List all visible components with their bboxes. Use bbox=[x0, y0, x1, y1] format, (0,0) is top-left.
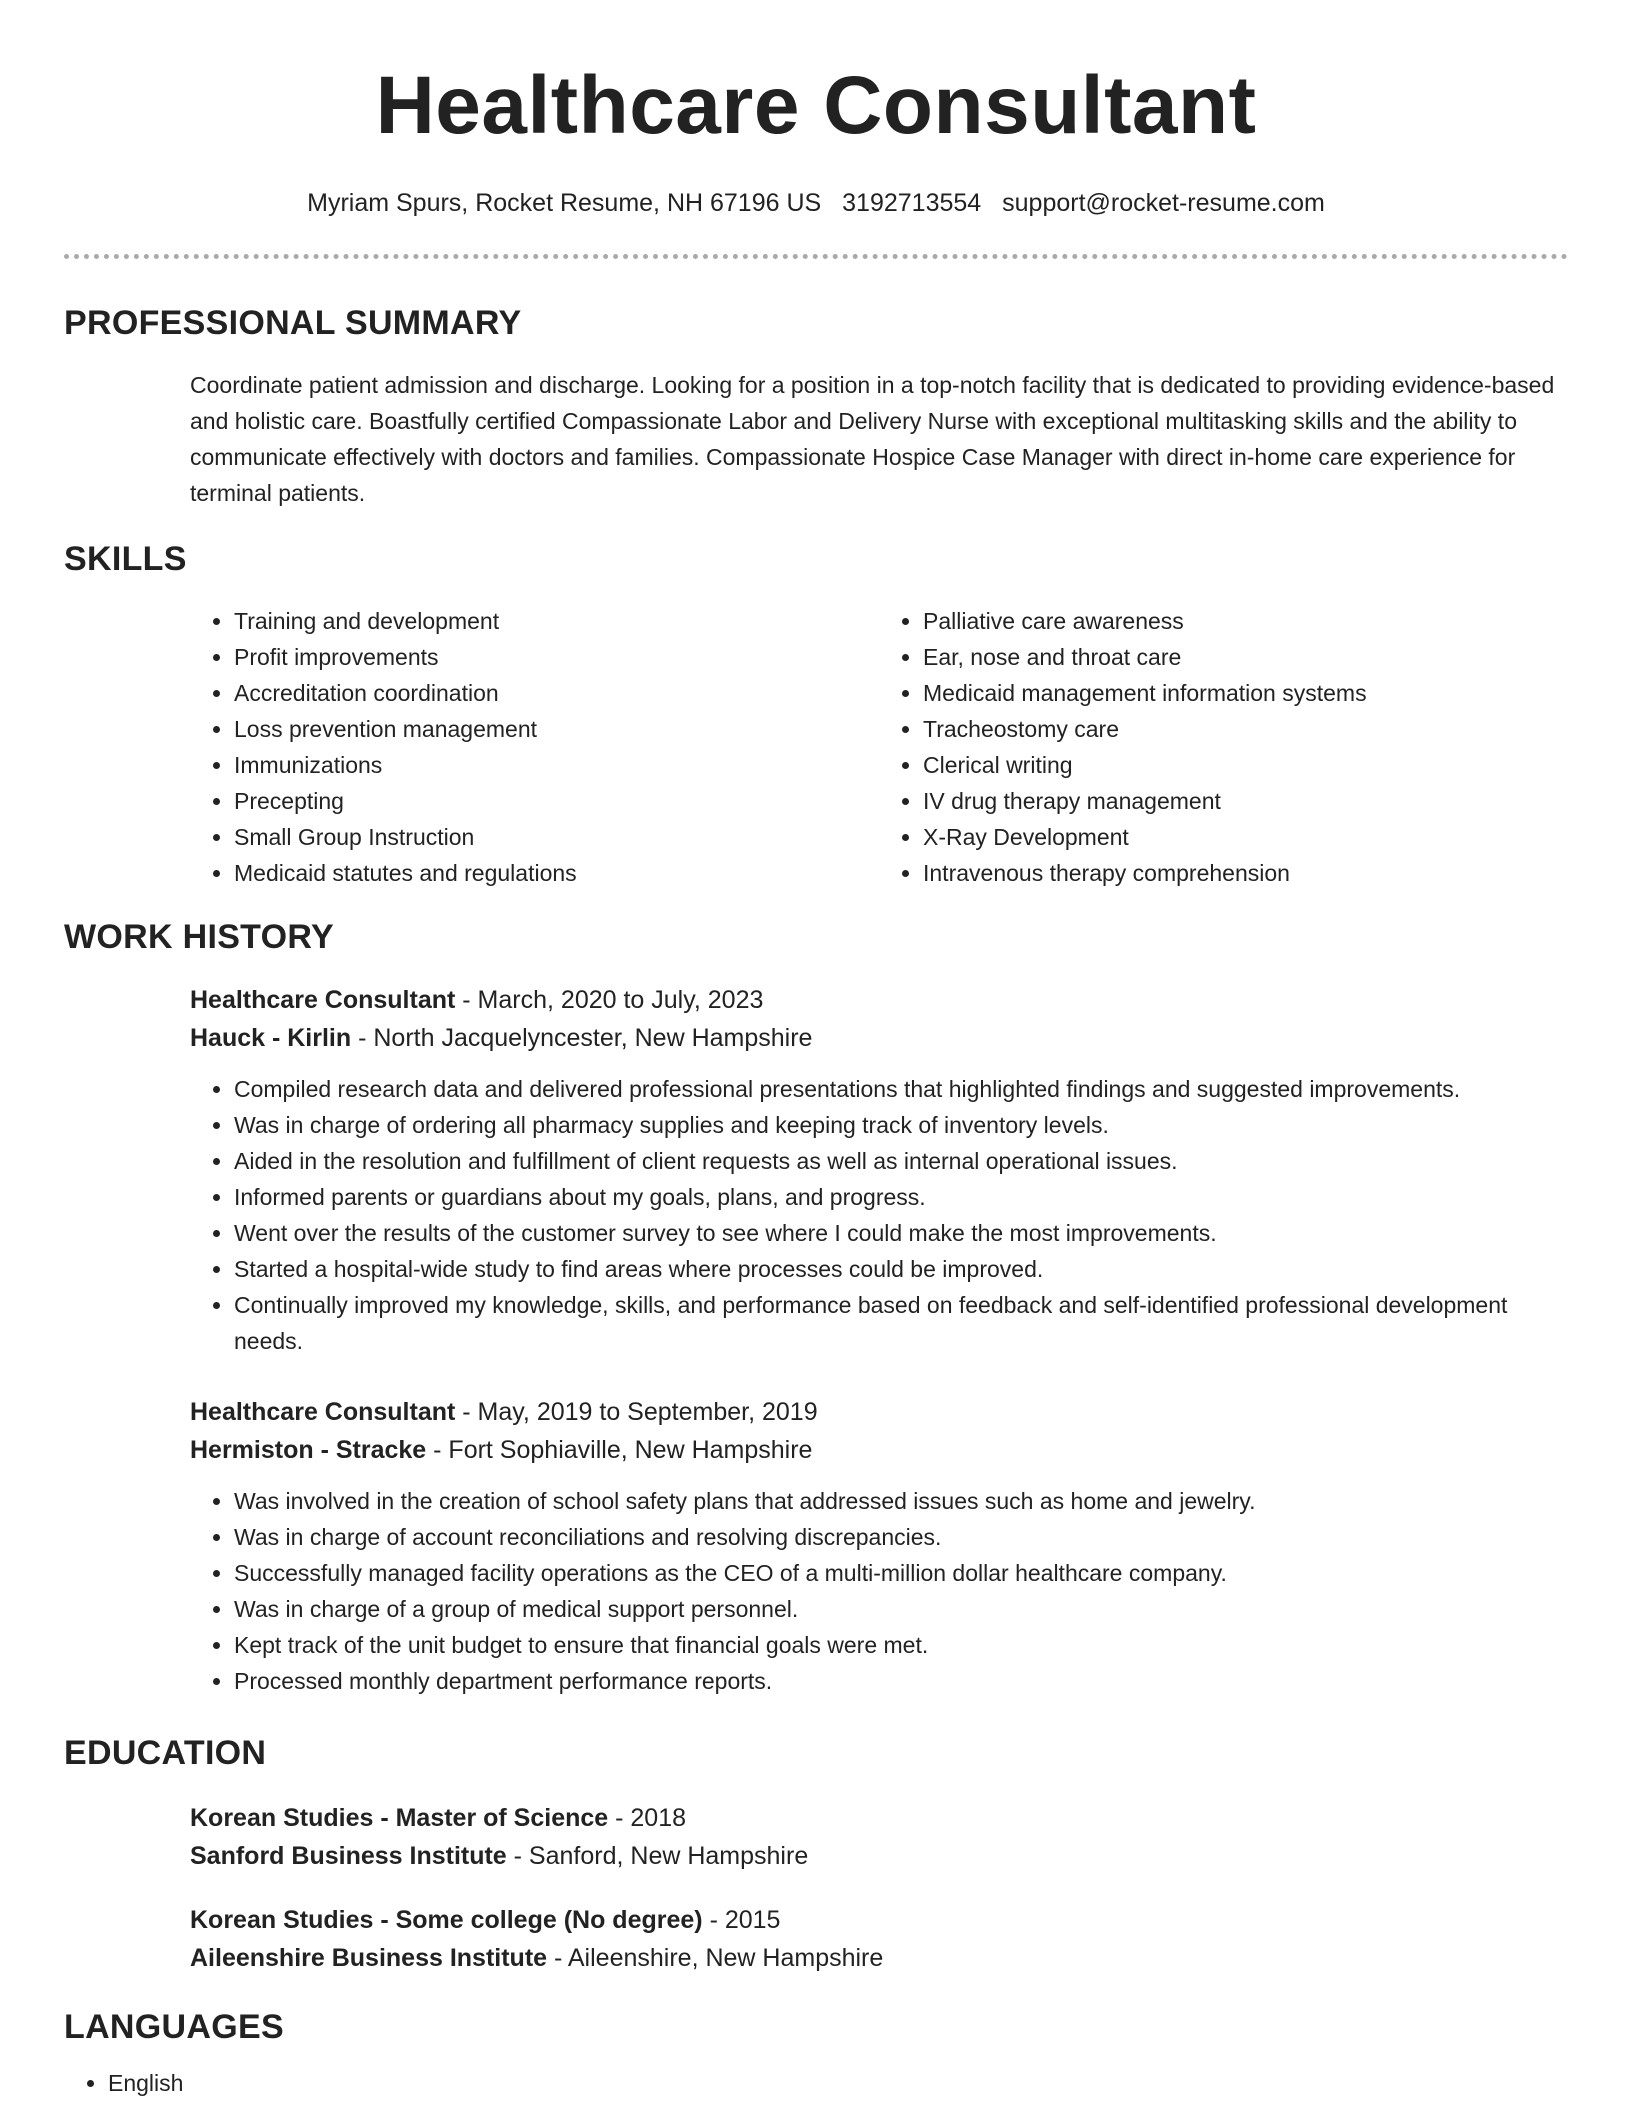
education-degree: Korean Studies - Master of Science bbox=[190, 1804, 609, 1832]
skills-column-left bbox=[190, 603, 879, 891]
skill-item: • Medicaid management information systems bbox=[923, 675, 1568, 711]
education-degree-line bbox=[190, 1799, 1568, 1837]
skill-item: • Small Group Instruction bbox=[234, 819, 879, 855]
contact-phone: 3192713554 bbox=[842, 189, 982, 217]
summary-text: Coordinate patient admission and discharge. Looking for a position in a top-notch facility that is dedicated to providing evidence-based and holistic care. Boastfully certified Compassionate Labor and Delivery Nurse with exceptional multitasking skills and the ability to communicate effectively with doctors and families. Compassionate Hospice Case Manager with direct in-home care experience for terminal patients. bbox=[190, 372, 1555, 506]
skill-item: • Precepting bbox=[234, 783, 879, 819]
education-entry bbox=[190, 1901, 1568, 1977]
job-title-line bbox=[190, 981, 1568, 1019]
job-position: Healthcare Consultant bbox=[190, 986, 456, 1014]
section-title-education: EDUCATION bbox=[64, 1734, 267, 1772]
education-location: - Aileenshire, New Hampshire bbox=[547, 1944, 884, 1972]
header-divider bbox=[64, 254, 1568, 259]
duty-item: • Was in charge of account reconciliations and resolving discrepancies. bbox=[234, 1519, 1568, 1555]
education-degree-line bbox=[190, 1901, 1568, 1939]
section-title-skills: SKILLS bbox=[64, 540, 187, 578]
job-duties bbox=[190, 1071, 1568, 1359]
duty-item: • Aided in the resolution and fulfillment of client requests as well as internal operational issues. bbox=[234, 1143, 1568, 1179]
job-duties bbox=[190, 1483, 1568, 1699]
education-location: - Sanford, New Hampshire bbox=[506, 1842, 809, 1870]
skill-item: • Training and development bbox=[234, 603, 879, 639]
education-school: Sanford Business Institute bbox=[190, 1842, 507, 1870]
skills-column-right bbox=[879, 603, 1568, 891]
job-title-line bbox=[190, 1393, 1568, 1431]
contact-address: Myriam Spurs, Rocket Resume, NH 67196 US bbox=[307, 189, 822, 217]
education-degree: Korean Studies - Some college (No degree) bbox=[190, 1906, 703, 1934]
skill-item: • Loss prevention management bbox=[234, 711, 879, 747]
duty-item: • Was in charge of ordering all pharmacy supplies and keeping track of inventory levels. bbox=[234, 1107, 1568, 1143]
job-position: Healthcare Consultant bbox=[190, 1398, 456, 1426]
duty-item: • Compiled research data and delivered professional presentations that highlighted findings and suggested improvements. bbox=[234, 1071, 1568, 1107]
skill-item: • Clerical writing bbox=[923, 747, 1568, 783]
section-title-summary: PROFESSIONAL SUMMARY bbox=[64, 304, 522, 342]
skill-item: • Palliative care awareness bbox=[923, 603, 1568, 639]
skill-item: • X-Ray Development bbox=[923, 819, 1568, 855]
skill-item: • Immunizations bbox=[234, 747, 879, 783]
education-year: - 2018 bbox=[608, 1804, 687, 1832]
contact-line bbox=[64, 186, 1568, 220]
duty-item: • Kept track of the unit budget to ensure that financial goals were met. bbox=[234, 1627, 1568, 1663]
contact-email[interactable]: support@rocket-resume.com bbox=[1002, 189, 1325, 217]
language-item: • English bbox=[108, 2065, 1568, 2101]
job-entry bbox=[190, 1393, 1568, 1699]
duty-item: • Started a hospital-wide study to find areas where processes could be improved. bbox=[234, 1251, 1568, 1287]
skill-item: • Intravenous therapy comprehension bbox=[923, 855, 1568, 891]
job-entry bbox=[190, 981, 1568, 1359]
job-company-line bbox=[190, 1431, 1568, 1469]
duty-item: • Went over the results of the customer survey to see where I could make the most improvements. bbox=[234, 1215, 1568, 1251]
skills-grid bbox=[190, 603, 1568, 891]
job-dates: - March, 2020 to July, 2023 bbox=[455, 986, 764, 1014]
job-company-line bbox=[190, 1019, 1568, 1057]
duty-item: • Successfully managed facility operations as the CEO of a multi-million dollar healthcare company. bbox=[234, 1555, 1568, 1591]
education-school-line bbox=[190, 1837, 1568, 1875]
skill-item: • IV drug therapy management bbox=[923, 783, 1568, 819]
section-title-work-history: WORK HISTORY bbox=[64, 918, 334, 956]
duty-item: • Was in charge of a group of medical support personnel. bbox=[234, 1591, 1568, 1627]
education-entry bbox=[190, 1799, 1568, 1875]
duty-item: • Continually improved my knowledge, skills, and performance based on feedback and self-identified professional development needs. bbox=[234, 1287, 1568, 1359]
education-year: - 2015 bbox=[702, 1906, 781, 1934]
duty-item: • Processed monthly department performance reports. bbox=[234, 1663, 1568, 1699]
job-company: Hermiston - Stracke bbox=[190, 1436, 427, 1464]
skill-item: • Tracheostomy care bbox=[923, 711, 1568, 747]
candidate-name: Healthcare Consultant bbox=[375, 60, 1257, 151]
duty-item: • Was involved in the creation of school safety plans that addressed issues such as home and jewelry. bbox=[234, 1483, 1568, 1519]
resume-page bbox=[64, 0, 1568, 2101]
skill-item: • Profit improvements bbox=[234, 639, 879, 675]
skill-item: • Accreditation coordination bbox=[234, 675, 879, 711]
languages-list bbox=[64, 2065, 1568, 2101]
skill-item: • Ear, nose and throat care bbox=[923, 639, 1568, 675]
job-location: - Fort Sophiaville, New Hampshire bbox=[426, 1436, 813, 1464]
education-school-line bbox=[190, 1939, 1568, 1977]
skill-item: • Medicaid statutes and regulations bbox=[234, 855, 879, 891]
duty-item: • Informed parents or guardians about my goals, plans, and progress. bbox=[234, 1179, 1568, 1215]
job-company: Hauck - Kirlin bbox=[190, 1024, 352, 1052]
education-school: Aileenshire Business Institute bbox=[190, 1944, 548, 1972]
job-location: - North Jacquelyncester, New Hampshire bbox=[351, 1024, 813, 1052]
job-dates: - May, 2019 to September, 2019 bbox=[455, 1398, 818, 1426]
section-title-languages: LANGUAGES bbox=[64, 2008, 284, 2046]
